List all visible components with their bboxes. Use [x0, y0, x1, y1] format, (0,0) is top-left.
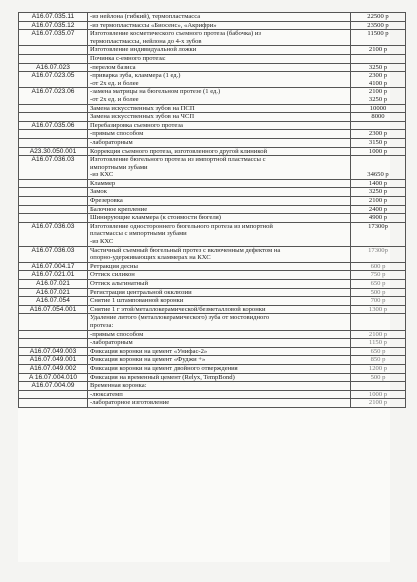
service-code: [19, 54, 88, 63]
price-row: [19, 138, 406, 147]
service-code: [19, 314, 88, 330]
service-code: [19, 188, 88, 197]
price-line: [353, 238, 403, 246]
price-row: [19, 214, 406, 223]
service-code: A16.07.036.03: [19, 246, 88, 262]
price-line: 500 р: [370, 373, 386, 381]
service-name-line: -лабораторное изготовление: [90, 399, 170, 407]
service-code: [19, 104, 88, 113]
service-name-line: Фиксация коронки на цемент «Унифас-2»: [90, 347, 208, 355]
price-row: [19, 197, 406, 206]
service-code: A16.07.023.05: [19, 72, 88, 88]
service-code: A16.07.023: [19, 63, 88, 72]
price-row: [19, 222, 406, 246]
price-row: [19, 314, 406, 330]
price-line: [353, 322, 403, 330]
service-name: [88, 54, 351, 63]
price-row: [19, 130, 406, 139]
price-row: [19, 339, 406, 348]
service-price: [351, 330, 406, 339]
price-line: 1200 р: [368, 364, 388, 372]
service-price: [351, 188, 406, 197]
service-price: [351, 222, 406, 246]
price-line: [353, 382, 403, 390]
service-price: [351, 399, 406, 408]
service-code: [19, 390, 88, 399]
service-code: [19, 46, 88, 55]
service-name: [88, 390, 351, 399]
service-name: [88, 13, 351, 22]
price-row: [19, 205, 406, 214]
service-price: [351, 113, 406, 122]
service-price: [351, 382, 406, 391]
service-price: [351, 280, 406, 289]
service-name: [88, 364, 351, 373]
service-code: [19, 205, 88, 214]
price-line: 4900 р: [368, 214, 388, 222]
price-line: [353, 122, 403, 130]
service-name-line: Фрезеровка: [90, 197, 123, 205]
price-line: 2100 р: [368, 330, 388, 338]
service-code: [19, 179, 88, 188]
service-name: [88, 373, 351, 382]
price-line: 1400 р: [368, 179, 388, 187]
service-name-line: опорно-удерживающих кламмерах на КХС: [90, 254, 211, 262]
price-row: [19, 121, 406, 130]
service-name-line: Регистрация центральной окклюзии: [90, 288, 192, 296]
service-price: [351, 262, 406, 271]
service-code: A16.07.023.06: [19, 88, 88, 104]
service-price: [351, 30, 406, 46]
service-name: [88, 271, 351, 280]
price-line: [353, 314, 403, 322]
price-row: [19, 147, 406, 156]
service-name-line: -из КХС: [90, 238, 114, 246]
price-row: [19, 382, 406, 391]
price-row: [19, 262, 406, 271]
price-line: 1000 р: [368, 390, 388, 398]
price-list-sheet: [18, 12, 390, 562]
service-code: [19, 113, 88, 122]
price-row: [19, 330, 406, 339]
service-name: [88, 214, 351, 223]
service-name-line: Оттиск силикон: [90, 271, 135, 279]
service-name-line: -от 2х ед. и более: [90, 95, 139, 103]
price-row: [19, 246, 406, 262]
price-row: [19, 364, 406, 373]
price-row: [19, 297, 406, 306]
service-name: [88, 314, 351, 330]
price-row: [19, 156, 406, 180]
service-price: [351, 214, 406, 223]
service-code: A16.07.049.002: [19, 364, 88, 373]
service-name-line: Коррекция съемного протеза, изготовленного другой клиникой: [90, 147, 268, 155]
price-line: 3250 р: [368, 188, 388, 196]
service-code: A16.07.035.11: [19, 13, 88, 22]
service-code: [19, 197, 88, 206]
service-name-line: Кламмер: [90, 179, 116, 187]
price-line: 22500 р: [367, 13, 389, 20]
service-name-line: -замена матрицы на бюгельном протезе (1 ед.): [90, 88, 221, 96]
price-row: [19, 305, 406, 314]
price-row: [19, 179, 406, 188]
service-name: [88, 188, 351, 197]
price-line: 1300 р: [368, 305, 388, 313]
service-code: A16.07.021: [19, 280, 88, 289]
service-price: [351, 364, 406, 373]
service-code: A23.30.050.001: [19, 147, 88, 156]
price-line: 2300 р: [368, 130, 388, 138]
price-line: 10000: [369, 104, 387, 112]
service-name: [88, 21, 351, 30]
service-name-line: -прямым способом: [90, 130, 144, 138]
service-name-line: Замена искусственных зубов на ЧСП: [90, 113, 195, 121]
price-line: 17300р: [368, 246, 388, 254]
service-price: [351, 138, 406, 147]
price-line: 4100 р: [368, 79, 388, 87]
price-line: 600 р: [370, 262, 386, 270]
service-name: [88, 280, 351, 289]
price-line: 650 р: [370, 280, 386, 287]
service-name-line: -приварка зуба, кламмера (1 ед.): [90, 72, 181, 80]
service-name: [88, 382, 351, 391]
price-line: 750 р: [370, 271, 386, 279]
service-code: A16.07.004.09: [19, 382, 88, 391]
service-price: [351, 271, 406, 280]
service-price: [351, 21, 406, 30]
service-code: A16.07.036.03: [19, 222, 88, 246]
service-code: [19, 330, 88, 339]
service-name: [88, 156, 351, 180]
price-line: 3150 р: [368, 138, 388, 146]
service-name: [88, 113, 351, 122]
service-name: [88, 63, 351, 72]
service-code: A16.07.021.01: [19, 271, 88, 280]
service-name: [88, 305, 351, 314]
service-code: A16.07.036.03: [19, 156, 88, 180]
service-name: [88, 222, 351, 246]
service-name-line: Шинирующие кламмера (к стоимости бюгеля): [90, 214, 221, 222]
service-name-line: -люксатемп: [90, 390, 123, 398]
service-code: [19, 339, 88, 348]
service-name-line: Починка с-емного протеза:: [90, 54, 166, 62]
service-name-line: Изготовление бюгельного протеза из импортной пластмассы с: [90, 156, 266, 164]
service-name-line: Удаление литого (металлокерамического) зуба от мостовидного: [90, 314, 270, 322]
price-line: 23500 р: [367, 21, 389, 29]
price-row: [19, 347, 406, 356]
service-price: [351, 373, 406, 382]
service-code: A16.07.035.07: [19, 30, 88, 46]
price-line: [353, 156, 403, 164]
price-row: [19, 30, 406, 46]
price-line: 17300р: [368, 222, 388, 230]
service-name-line: -перелом базиса: [90, 63, 136, 71]
service-price: [351, 197, 406, 206]
service-price: [351, 339, 406, 348]
service-price: [351, 205, 406, 214]
price-line: 2100 р: [368, 46, 388, 54]
price-line: 2100 р: [368, 88, 388, 96]
service-price: [351, 314, 406, 330]
service-price: [351, 179, 406, 188]
service-name: [88, 46, 351, 55]
price-line: 2300 р: [368, 72, 388, 80]
price-row: [19, 271, 406, 280]
service-name-line: Замок: [90, 188, 107, 196]
service-code: A 16.07.004.010: [19, 373, 88, 382]
service-price: [351, 88, 406, 104]
service-code: A16.07.049.001: [19, 356, 88, 365]
service-price: [351, 13, 406, 22]
price-row: [19, 188, 406, 197]
service-name: [88, 179, 351, 188]
service-price: [351, 356, 406, 365]
service-name-line: импортными зубами: [90, 163, 148, 171]
service-price: [351, 63, 406, 72]
service-code: [19, 130, 88, 139]
price-line: 3250 р: [368, 63, 388, 71]
service-price: [351, 46, 406, 55]
service-price: [351, 156, 406, 180]
service-name: [88, 88, 351, 104]
price-table: [18, 12, 406, 408]
service-code: A16.07.049.003: [19, 347, 88, 356]
price-line: 650 р: [370, 347, 386, 355]
service-name-line: -из нейлона (гибкий), термопластмасса: [90, 13, 201, 20]
price-row: [19, 13, 406, 22]
service-name: [88, 246, 351, 262]
price-line: 2100 р: [368, 197, 388, 205]
service-name: [88, 288, 351, 297]
service-price: [351, 305, 406, 314]
price-line: 700 р: [370, 297, 386, 305]
service-name-line: Снятие 1 г этой/металлокерамической/безметалловой коронки: [90, 305, 266, 313]
service-price: [351, 347, 406, 356]
service-name: [88, 205, 351, 214]
service-price: [351, 130, 406, 139]
service-price: [351, 104, 406, 113]
service-name: [88, 104, 351, 113]
service-price: [351, 288, 406, 297]
service-name-line: Изготовление косметического съемного протеза (бабочка) из: [90, 30, 261, 38]
price-row: [19, 46, 406, 55]
service-name: [88, 330, 351, 339]
service-name: [88, 147, 351, 156]
price-line: 850 р: [370, 356, 386, 364]
service-price: [351, 54, 406, 63]
service-name: [88, 339, 351, 348]
service-name-line: Балочное крепление: [90, 205, 148, 213]
price-line: 11500 р: [367, 30, 389, 38]
price-line: 34650 р: [367, 171, 389, 179]
service-name-line: Частичный съемный бюгельный протез с включенным дефектом на: [90, 246, 281, 254]
service-code: [19, 138, 88, 147]
service-name-line: Изготовление индивидуальной ложки: [90, 46, 197, 54]
service-code: A16.07.054.001: [19, 305, 88, 314]
service-name: [88, 297, 351, 306]
service-code: A16.07.035.06: [19, 121, 88, 130]
service-name: [88, 262, 351, 271]
service-code: A16.07.035.12: [19, 21, 88, 30]
service-name-line: -лабораторным: [90, 339, 133, 347]
price-line: [353, 254, 403, 262]
service-name-line: -из термопластмассы «Биосенс», «Акрифри»: [90, 21, 217, 29]
price-row: [19, 373, 406, 382]
service-name-line: Замена искусственных зубов на ПСП: [90, 104, 195, 112]
service-name: [88, 347, 351, 356]
price-line: 1000 р: [368, 147, 388, 155]
price-line: 3250 р: [368, 95, 388, 103]
price-line: [353, 164, 403, 172]
service-price: [351, 297, 406, 306]
price-line: 2100 р: [368, 399, 388, 407]
price-line: 8000: [371, 113, 385, 121]
service-price: [351, 390, 406, 399]
service-name-line: Фиксация коронки на цемент двойного отверждения: [90, 364, 238, 372]
service-price: [351, 246, 406, 262]
price-row: [19, 88, 406, 104]
service-code: [19, 214, 88, 223]
service-code: A16.07.054: [19, 297, 88, 306]
service-code: A16.07.021: [19, 288, 88, 297]
service-name-line: Фиксация коронки на цемент «Фуджи +»: [90, 356, 206, 364]
service-name: [88, 399, 351, 408]
price-row: [19, 54, 406, 63]
service-name-line: Фиксация на временный цемент (Relyx, TempBond): [90, 373, 235, 381]
service-name-line: -прямым способом: [90, 330, 144, 338]
service-name-line: Снятие 1 штампованной коронки: [90, 297, 184, 305]
service-name: [88, 138, 351, 147]
price-row: [19, 356, 406, 365]
price-line: 2400 р: [368, 205, 388, 213]
service-name: [88, 356, 351, 365]
price-row: [19, 72, 406, 88]
service-name-line: -лабораторным: [90, 138, 133, 146]
service-name: [88, 121, 351, 130]
price-row: [19, 288, 406, 297]
service-name-line: Оттиск альгинатный: [90, 280, 149, 287]
price-row: [19, 399, 406, 408]
service-name-line: протеза:: [90, 321, 114, 329]
price-row: [19, 63, 406, 72]
price-row: [19, 21, 406, 30]
service-name: [88, 197, 351, 206]
service-name-line: термопластмассы, нейлона до 4-х зубов: [90, 37, 202, 45]
service-name-line: пластмассы с импортными зубами: [90, 230, 187, 238]
price-line: 500 р: [370, 288, 386, 296]
service-price: [351, 121, 406, 130]
price-row: [19, 113, 406, 122]
price-row: [19, 390, 406, 399]
price-line: 1150 р: [369, 339, 387, 347]
service-name-line: Перебазировка съемного протеза: [90, 121, 183, 129]
price-line: [353, 230, 403, 238]
service-name-line: Временная коронка:: [90, 382, 147, 390]
service-name-line: Изготовление одностороннего бюгельного протеза из импортной: [90, 222, 273, 230]
service-code: [19, 399, 88, 408]
price-row: [19, 280, 406, 289]
service-name: [88, 30, 351, 46]
service-name: [88, 130, 351, 139]
price-line: [353, 55, 403, 63]
service-price: [351, 147, 406, 156]
service-code: A16.07.004.17: [19, 262, 88, 271]
service-name-line: -из КХС: [90, 171, 114, 179]
service-name: [88, 72, 351, 88]
service-name-line: Ретракция десны: [90, 262, 138, 270]
service-price: [351, 72, 406, 88]
service-name-line: -от 2х ед. и более: [90, 79, 139, 87]
price-row: [19, 104, 406, 113]
